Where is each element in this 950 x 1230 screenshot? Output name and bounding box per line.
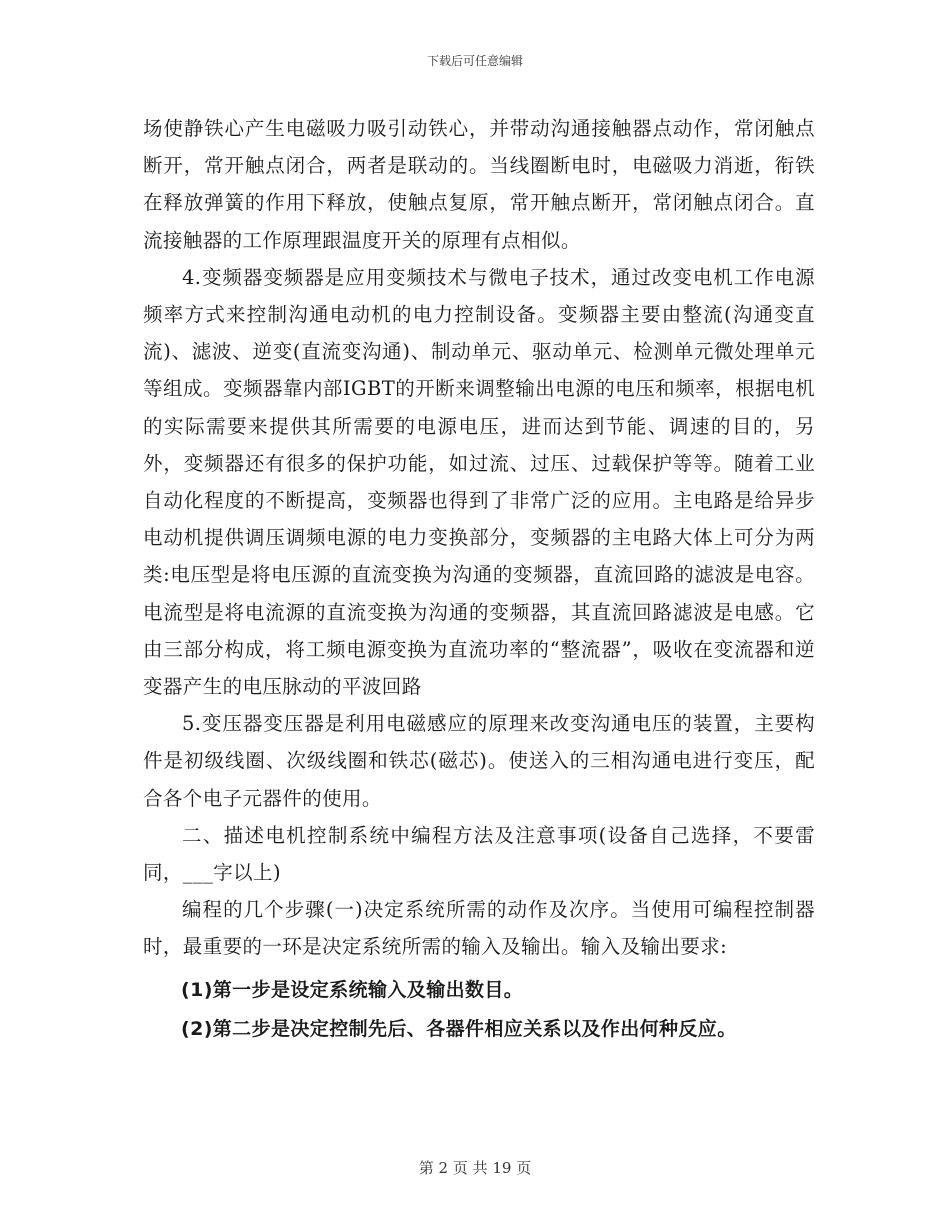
page-footer: 第 2 页 共 19 页 — [418, 1159, 532, 1177]
document-body — [143, 110, 815, 1048]
paragraph-programming-steps: 编程的几个步骤(一)决定系统所需的动作及次序。当使用可编程控制器时，最重要的一环是决定系统所需的输入及输出。输入及输出要求: — [143, 898, 815, 959]
paragraph-transformer: 5.变压器变压器是利用电磁感应的原理来改变沟通电压的装置，主要构件是初级线圈、次级线圈和铁芯(磁芯)。使送入的三相沟通电进行变压，配合各个电子元器件的使用。 — [143, 712, 815, 810]
page-header: 下载后可任意编辑 — [426, 54, 523, 68]
paragraph-inverter: 4.变频器变频器是应用变频技术与微电子技术，通过改变电机工作电源频率方式来控制沟通电动机的电力控制设备。变频器主要由整流(沟通变直流)、滤波、逆变(直流变沟通)、制动单元、驱动单元、检测单元微处理单元等组成。变频器靠内部IGBT的开断来调整输出电源的电压和频率，根据电机的实际需要来提供其所需要的电源电压，进而达到节能、调速的目的，另外，变频器还有很多的保护功能，如过流、过压、过载保护等等。随着工业自动化程度的不断提高，变频器也得到了非常广泛的应用。主电路是给异步电动机提供调压调频电源的电力变换部分，变频器的主电路大体上可分为两类:电压型是将电压源的直流变换为沟通的变频器，直流回路的滤波是电容。电流型是将电流源的直流变换为沟通的变频器，其直流回路滤波是电感。它由三部分构成，将工频电源变换为直流功率的“整流器”，吸收在变流器和逆变器产生的电压脉动的平波回路 — [143, 265, 815, 699]
paragraph-contactor-principle: 场使静铁心产生电磁吸力吸引动铁心，并带动沟通接触器点动作，常闭触点断开，常开触点闭合，两者是联动的。当线圈断电时，电磁吸力消逝，衔铁在释放弹簧的作用下释放，使触点复原，常开触点断开，常闭触点闭合。直流接触器的工作原理跟温度开关的原理有点相似。 — [143, 117, 815, 252]
section-heading-programming: 二、描述电机控制系统中编程方法及注意事项(设备自己选择，不要雷同，___字以上) — [143, 823, 815, 885]
step-two: (2)第二步是决定控制先后、各器件相应关系以及作出何种反应。 — [181, 1017, 737, 1040]
step-one: (1)第一步是设定系统输入及输出数目。 — [181, 978, 524, 1001]
